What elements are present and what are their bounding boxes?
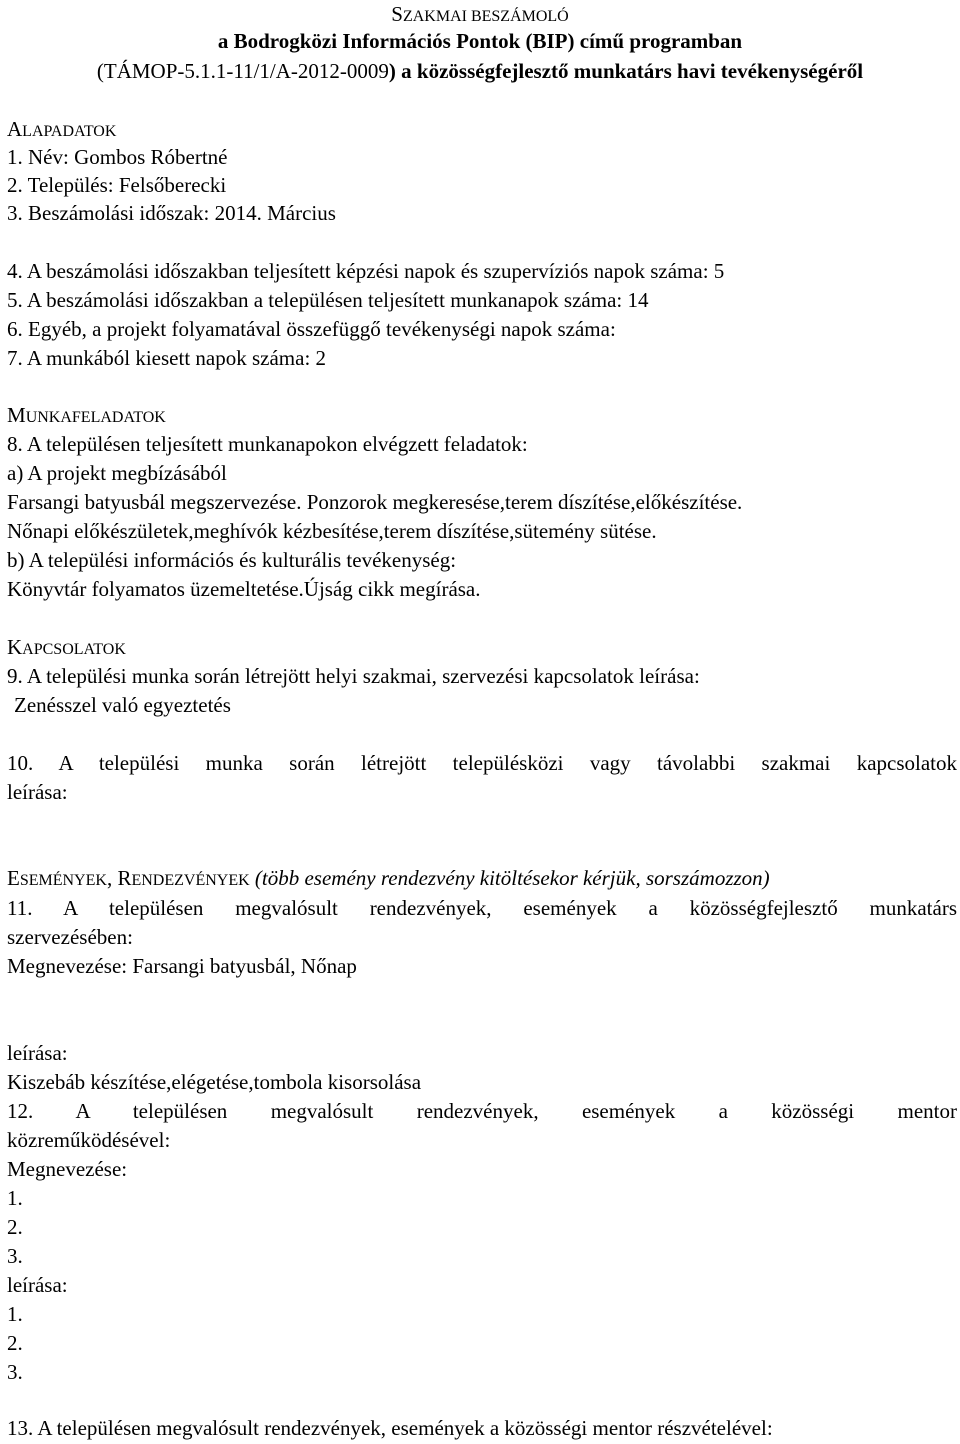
project-code-line: (TÁMOP-5.1.1-11/1/A-2012-0009) a közösségfejlesztő munkatárs havi tevékenységéről [96, 59, 864, 83]
tasks-question: 8. A településen teljesített munkanapokon elvégzett feladatok: [7, 432, 528, 456]
program-title: a Bodrogközi Információs Pontok (BIP) című programban [217, 29, 743, 53]
events-11-description-label: leírása: [7, 1041, 68, 1065]
section-heading-kapcsolatok: KAPCSOLATOK [7, 635, 126, 659]
section-heading-esemenyek: ESEMÉNYEK, RENDEZVÉNYEK (több esemény rendezvény kitöltésekor kérjük, sorszámozzon) [7, 866, 770, 890]
field-name: 1. Név: Gombos Róbertné [7, 145, 228, 169]
events-11-description: Kiszebáb készítése,elégetése,tombola kisorsolása [7, 1070, 422, 1094]
events-11-question: 11. A településen megvalósult rendezvények, események a közösségfejlesztő munkatárs [7, 896, 957, 920]
local-contacts-answer: Zenésszel való egyeztetés [14, 693, 231, 717]
tasks-answer-line: Nőnapi előkészületek,meghívók kézbesítése,terem díszítése,sütemény sütése. [7, 519, 657, 543]
events-12-description-label: leírása: [7, 1273, 68, 1297]
remote-contacts-label: leírása: [7, 780, 68, 804]
field-missed-days: 7. A munkából kiesett napok száma: 2 [7, 346, 327, 370]
section-heading-alapadatok: ALAPADATOK [7, 117, 117, 141]
local-contacts-question: 9. A települési munka során létrejött helyi szakmai, szervezési kapcsolatok leírása: [7, 664, 700, 688]
list-item: 2. [7, 1331, 23, 1355]
remote-contacts-question: 10. A települési munka során létrejött településközi vagy távolabbi szakmai kapcsolatok [7, 751, 957, 775]
field-other-days: 6. Egyéb, a projekt folyamatával összefüggő tevékenységi napok száma: [7, 317, 616, 341]
field-period: 3. Beszámolási időszak: 2014. Március [7, 201, 336, 225]
list-item: 3. [7, 1244, 23, 1268]
list-item: 3. [7, 1360, 23, 1384]
events-11-name: Megnevezése: Farsangi batyusbál, Nőnap [7, 954, 357, 978]
tasks-subheading-a: a) A projekt megbízásából [7, 461, 227, 485]
list-item: 1. [7, 1186, 23, 1210]
tasks-answer-line: Könyvtár folyamatos üzemeltetése.Újság cikk megírása. [7, 577, 481, 601]
list-item: 1. [7, 1302, 23, 1326]
list-item: 2. [7, 1215, 23, 1239]
field-work-days: 5. A beszámolási időszakban a településen teljesített munkanapok száma: 14 [7, 288, 649, 312]
section-heading-munkafeladatok: MUNKAFELADATOK [7, 403, 166, 427]
events-12-name-label: Megnevezése: [7, 1157, 128, 1181]
field-training-days: 4. A beszámolási időszakban teljesített képzési napok és szupervíziós napok száma: 5 [7, 259, 725, 283]
tasks-answer-line: Farsangi batyusbál megszervezése. Ponzorok megkeresése,terem díszítése,előkészítése. [7, 490, 743, 514]
events-11-question-cont: szervezésében: [7, 925, 133, 949]
events-13-question: 13. A településen megvalósult rendezvények, események a közösségi mentor részvételével: [7, 1416, 773, 1440]
document-title: SZAKMAI BESZÁMOLÓ [391, 2, 569, 26]
section-heading-note: (több esemény rendezvény kitöltésekor kérjük, sorszámozzon) [254, 866, 770, 890]
tasks-subheading-b: b) A települési információs és kulturális tevékenység: [7, 548, 457, 572]
events-12-question: 12. A településen megvalósult rendezvények, események a közösségi mentor [7, 1099, 957, 1123]
events-12-question-cont: közreműködésével: [7, 1128, 171, 1152]
field-settlement: 2. Település: Felsőberecki [7, 173, 227, 197]
